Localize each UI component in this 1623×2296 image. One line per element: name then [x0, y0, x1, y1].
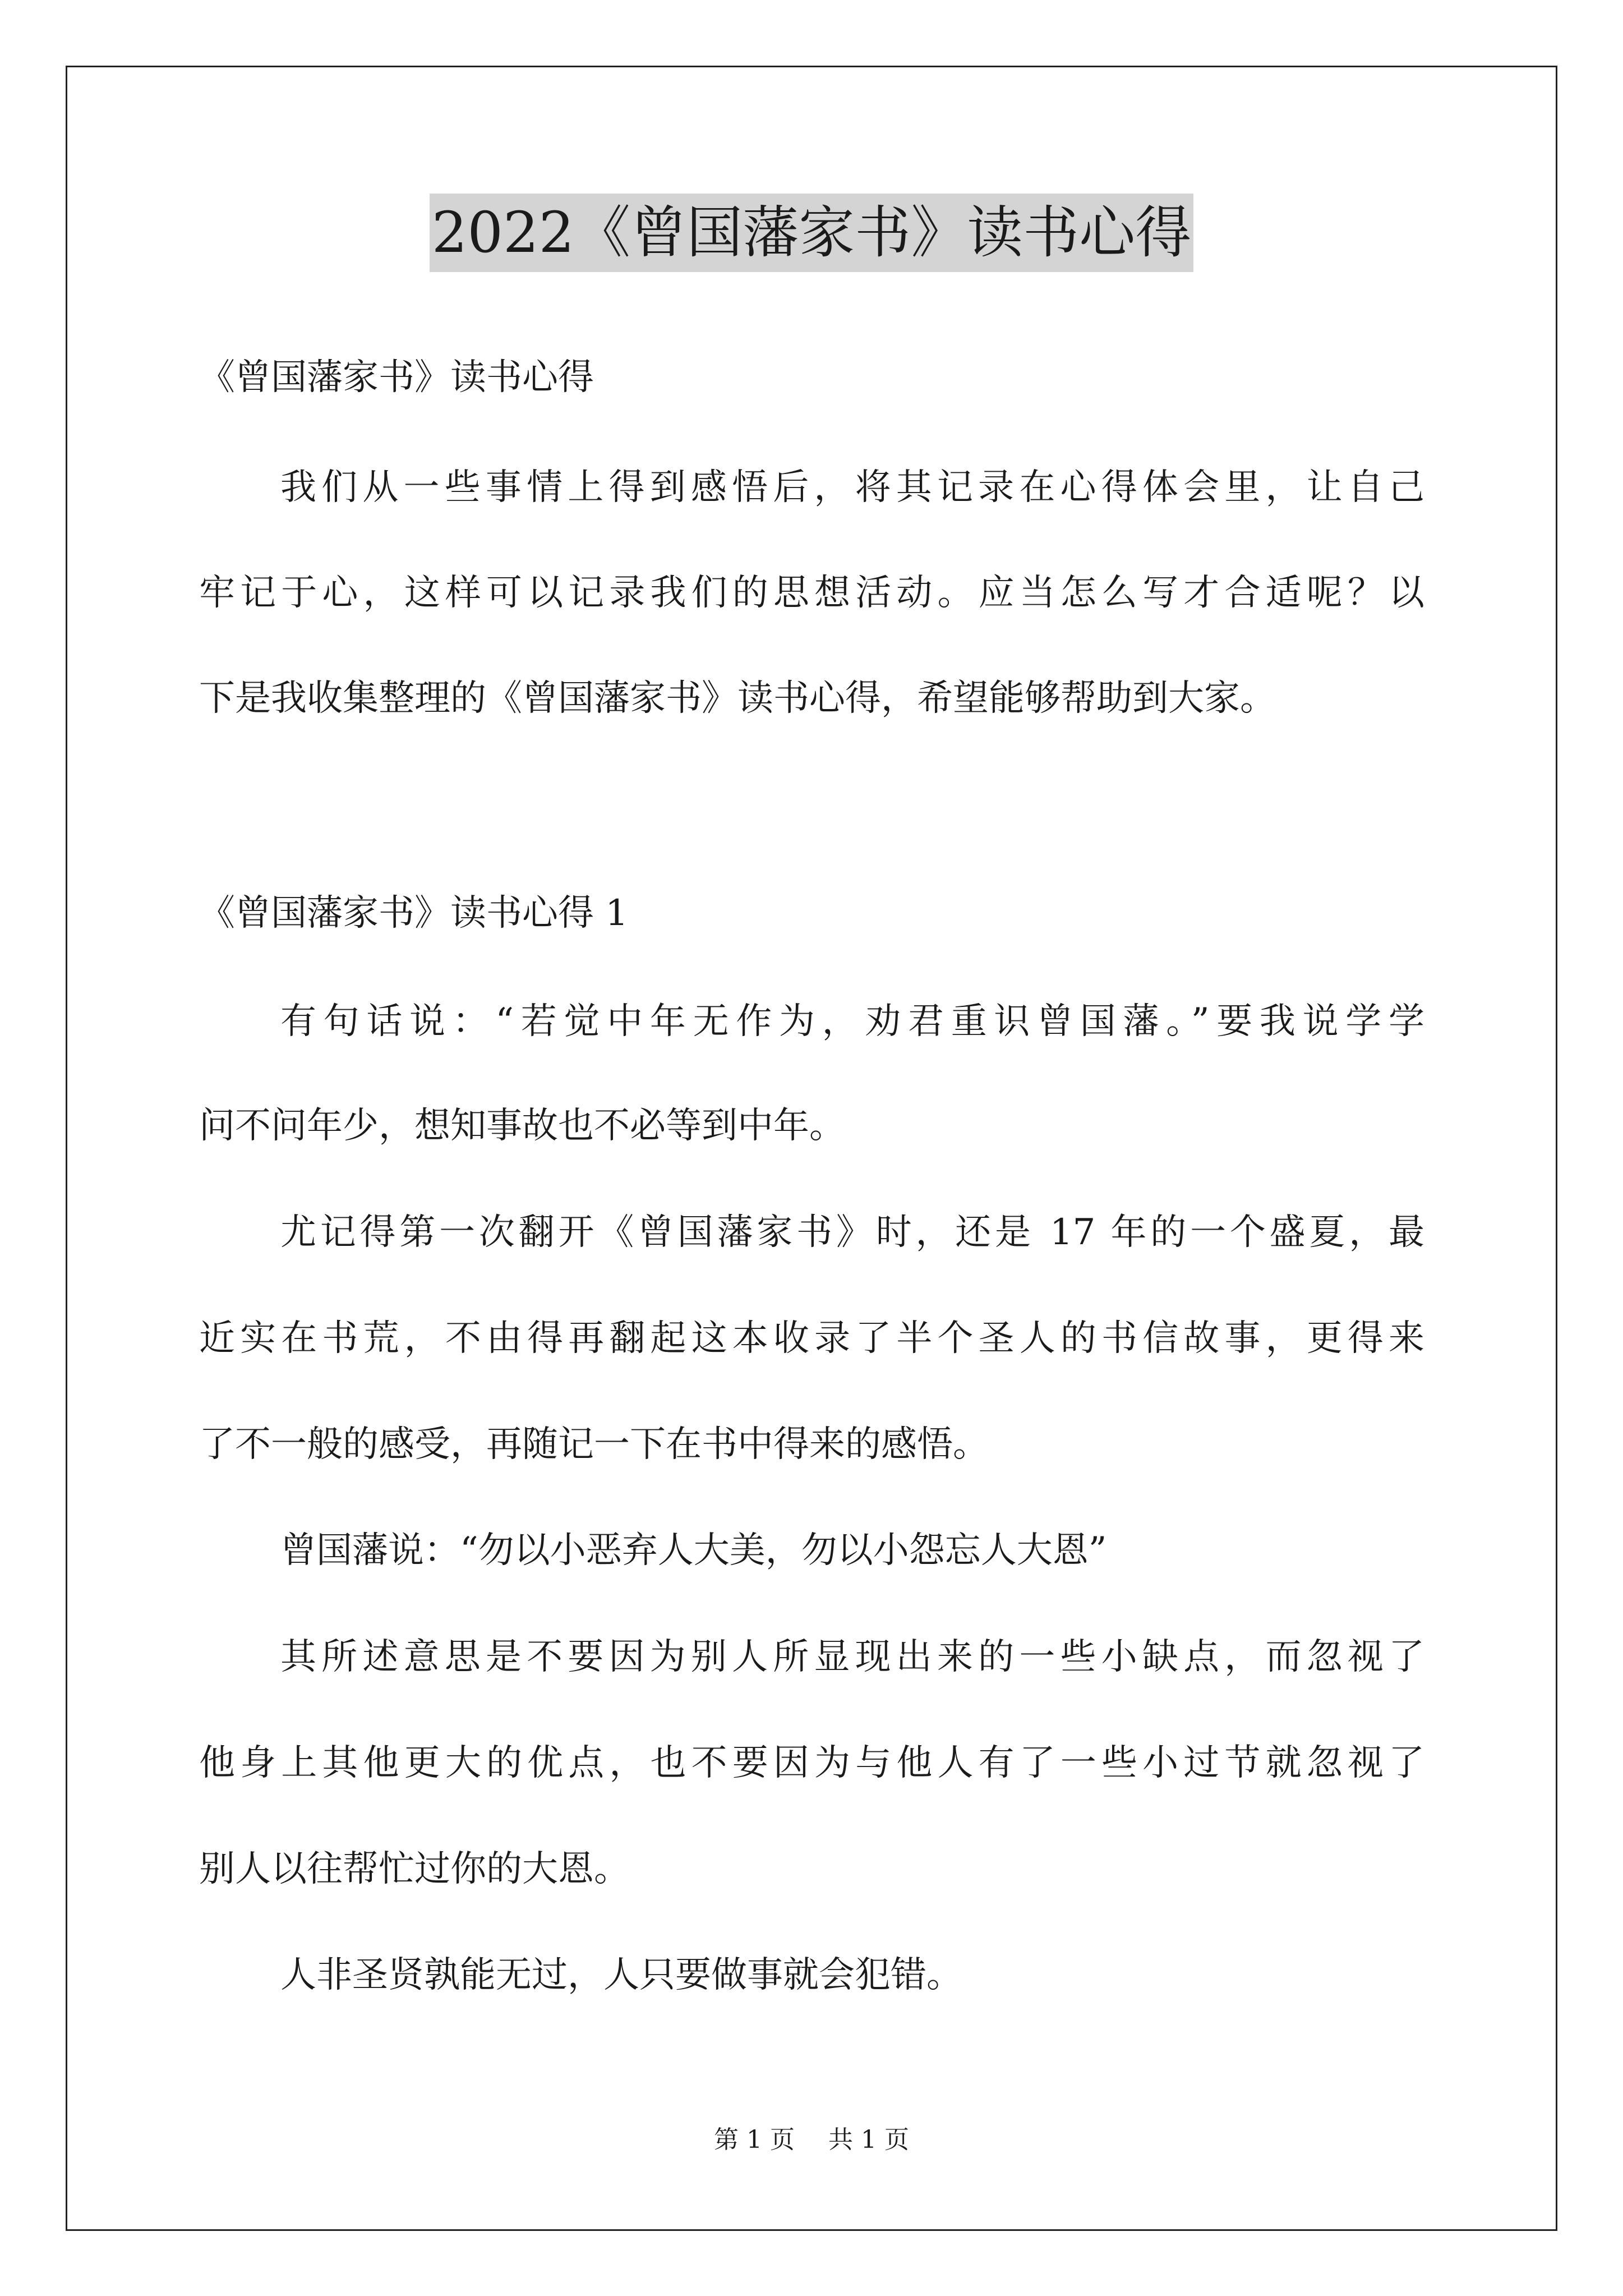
paragraph-3-line-3: 别人以往帮忙过你的大恩。: [199, 1848, 630, 1890]
section-heading: 《曾国藩家书》读书心得 1: [199, 892, 629, 934]
paragraph-4-line-1: 人非圣贤孰能无过，人只要做事就会犯错。: [280, 1954, 962, 1996]
paragraph-3-line-1: 其所述意思是不要因为别人所显现出来的一些小缺点，而忽视了: [280, 1636, 1424, 1678]
paragraph-1-line-1: 有句话说：“若觉中年无作为，劝君重识曾国藩。”要我说学学: [280, 1001, 1424, 1042]
intro-line-3: 下是我收集整理的《曾国藩家书》读书心得，希望能够帮助到大家。: [199, 678, 1276, 719]
paragraph-2-line-3: 了不一般的感受，再随记一下在书中得来的感悟。: [199, 1424, 989, 1465]
intro-line-1: 我们从一些事情上得到感悟后，将其记录在心得体会里，让自己: [280, 467, 1424, 508]
paragraph-2-line-2: 近实在书荒，不由得再翻起这本收录了半个圣人的书信故事，更得来: [199, 1318, 1424, 1359]
page-total: 共 1 页: [828, 2125, 909, 2154]
page-footer: [0, 2123, 1623, 2157]
document-title: 2022《曾国藩家书》读书心得: [430, 194, 1194, 272]
paragraph-3-line-2: 他身上其他更大的优点，也不要因为与他人有了一些小过节就忽视了: [199, 1742, 1424, 1784]
paragraph-2-line-1: 尤记得第一次翻开《曾国藩家书》时，还是 17 年的一个盛夏，最: [280, 1212, 1424, 1253]
subtitle-line: 《曾国藩家书》读书心得: [199, 357, 594, 398]
page-number: 第 1 页: [714, 2125, 795, 2154]
paragraph-1-line-2: 问不问年少，想知事故也不必等到中年。: [199, 1105, 845, 1147]
title-block: [0, 194, 1623, 272]
quote-line: 曾国藩说：“勿以小恶弃人大美，勿以小怨忘人大恩”: [280, 1530, 1107, 1571]
intro-line-2: 牢记于心，这样可以记录我们的思想活动。应当怎么写才合适呢？以: [199, 572, 1424, 614]
